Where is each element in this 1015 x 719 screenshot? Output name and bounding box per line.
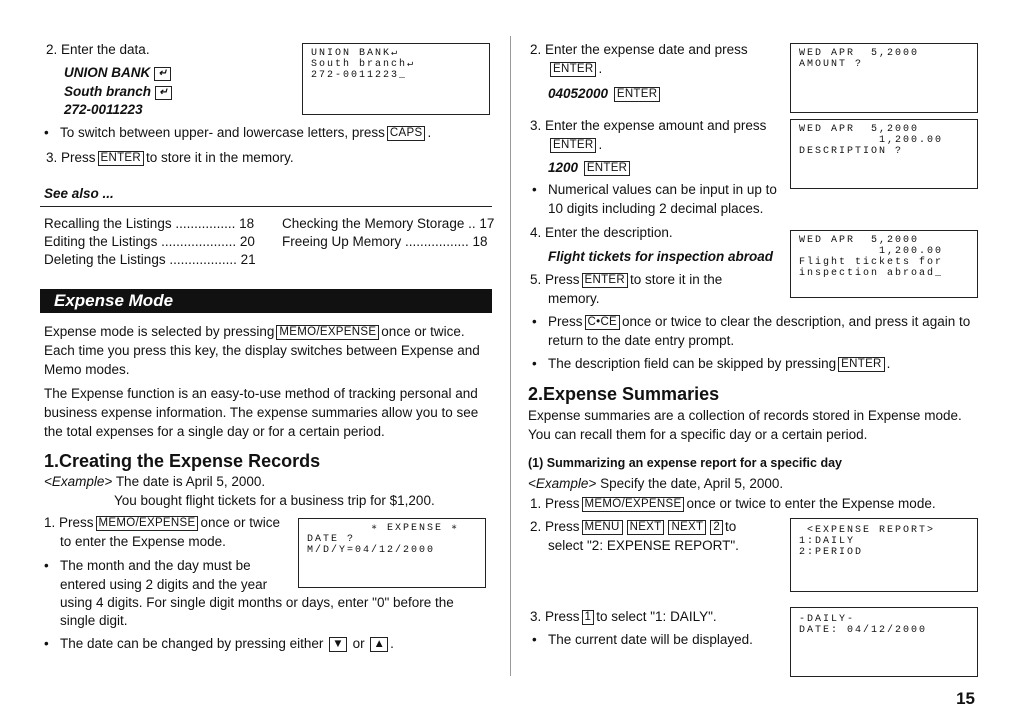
paragraph-line: Expense mode is selected by pressing MEMO/EXPENSE once or twice.	[44, 324, 465, 339]
enter-key: ENTER	[584, 161, 630, 176]
enter-icon: ↵	[155, 86, 172, 100]
down-arrow-key: ▼	[329, 637, 347, 652]
step-4: 4. Enter the description.	[530, 225, 673, 240]
bullet-line: • The description field can be skipped by pressing ENTER .	[548, 356, 890, 372]
example-line: South branch ↵	[64, 84, 172, 100]
bullet-line: • The month and the day must be	[60, 558, 251, 573]
clear-key: C•CE	[585, 315, 621, 330]
section-heading: 1.Creating the Expense Records	[44, 451, 321, 471]
bullet-line: • Press C•CE once or twice to clear the description, and press it again to	[548, 314, 970, 330]
bullet-cont: entered using 2 digits and the year	[60, 577, 268, 592]
bullet-cont: return to the date entry prompt.	[548, 333, 735, 348]
example-line: 272-0011223	[64, 102, 143, 117]
step-5-cont: memory.	[548, 291, 600, 306]
step-3: 3. Enter the expense amount and press	[530, 118, 767, 133]
paragraph-line: business expense information. The expense summaries allow you to see	[44, 405, 479, 420]
step-5: 5. Press ENTER to store it in the	[530, 272, 723, 287]
up-arrow-key: ▲	[370, 637, 388, 652]
see-link[interactable]: Deleting the Listings .................. 21	[44, 252, 256, 267]
next-key: NEXT	[627, 520, 665, 535]
lcd-display: ∗ EXPENSE ∗ DATE ? M/D/Y=04/12/2000	[298, 518, 486, 588]
example-line: Flight tickets for inspection abroad	[548, 249, 774, 264]
paragraph-line: Memo modes.	[44, 362, 130, 377]
see-link[interactable]: Editing the Listings .................... 20	[44, 234, 255, 249]
example-line: <Example> The date is April 5, 2000.	[44, 474, 266, 489]
paragraph-line: The Expense function is an easy-to-use method of tracking personal and	[44, 386, 478, 401]
lcd-display: WED APR 5,2000 AMOUNT ?	[790, 43, 978, 113]
bullet-cont: using 4 digits. For single digit months or days, enter "0" before the	[60, 595, 454, 610]
step-1-cont: to enter the Expense mode.	[60, 534, 226, 549]
caps-key: CAPS	[387, 126, 426, 141]
paragraph-line: Expense summaries are a collection of records stored in Expense mode.	[528, 408, 962, 423]
bullet-cont: single digit.	[60, 613, 128, 628]
page-number: 15	[956, 689, 975, 708]
memo-expense-key: MEMO/EXPENSE	[276, 325, 379, 340]
sub-heading: (1) Summarizing an expense report for a specific day	[528, 456, 842, 470]
memo-expense-key: MEMO/EXPENSE	[582, 497, 685, 512]
lcd-display: -DAILY- DATE: 04/12/2000	[790, 607, 978, 677]
section-banner: Expense Mode	[40, 289, 492, 313]
enter-icon: ↵	[154, 67, 171, 81]
enter-key: ENTER	[98, 151, 144, 166]
see-link[interactable]: Freeing Up Memory ................. 18	[282, 234, 488, 249]
lcd-display: UNION BANK↵ South branch↵ 272-0011223_	[302, 43, 490, 115]
see-link[interactable]: Recalling the Listings ................ 18	[44, 216, 255, 231]
see-also-rule	[40, 206, 492, 207]
step-1: 1. Press MEMO/EXPENSE once or twice to enter the Expense mode.	[530, 496, 936, 511]
see-also-heading: See also ...	[44, 186, 114, 201]
paragraph-line: the total expenses for a single day or for a certain period.	[44, 424, 385, 439]
section-heading: 2.Expense Summaries	[528, 384, 720, 404]
bullet-line: • Numerical values can be input in up to	[548, 182, 777, 197]
memo-expense-key: MEMO/EXPENSE	[96, 516, 199, 531]
step-2: 2. Enter the data.	[46, 42, 150, 57]
bullet-line: • The date can be changed by pressing either ▼ or ▲ .	[60, 636, 394, 652]
example-line: UNION BANK ↵	[64, 65, 171, 81]
lcd-display: <EXPENSE REPORT> 1:DAILY 2:PERIOD	[790, 518, 978, 592]
lcd-display: WED APR 5,2000 1,200.00 Flight tickets for inspection abroad_	[790, 230, 978, 298]
example-line: 04052000 ENTER	[548, 86, 662, 102]
step-3: 3. Press ENTER to store it in the memory.	[46, 150, 294, 165]
lcd-display: WED APR 5,2000 1,200.00 DESCRIPTION ?	[790, 119, 978, 189]
example-line: You bought flight tickets for a business trip for $1,200.	[114, 493, 435, 508]
step-2-cont: ENTER .	[548, 61, 602, 77]
example-line: 1200 ENTER	[548, 160, 632, 176]
see-link[interactable]: Checking the Memory Storage .. 17	[282, 216, 495, 231]
paragraph-line: You can recall them for a specific day or a certain period.	[528, 427, 868, 442]
column-divider	[510, 36, 511, 676]
enter-key: ENTER	[838, 357, 884, 372]
enter-key: ENTER	[582, 273, 628, 288]
two-key: 2	[710, 520, 723, 535]
step-3-cont: ENTER .	[548, 137, 602, 153]
menu-key: MENU	[582, 520, 623, 535]
step-2: 2. Enter the expense date and press	[530, 42, 748, 57]
one-key: 1	[582, 610, 595, 625]
enter-key: ENTER	[614, 87, 660, 102]
step-1: 1. Press MEMO/EXPENSE once or twice	[44, 515, 280, 530]
step-2-cont: select "2: EXPENSE REPORT".	[548, 538, 739, 553]
next-key: NEXT	[668, 520, 706, 535]
bullet-caps: • To switch between upper- and lowercase letters, press CAPS .	[60, 125, 431, 141]
bullet-cont: 10 digits including 2 decimal places.	[548, 201, 764, 216]
paragraph-line: Each time you press this key, the display switches between Expense and	[44, 343, 480, 358]
enter-key: ENTER	[550, 62, 596, 77]
step-2: 2. Press MENU NEXT NEXT 2 to	[530, 519, 737, 534]
bullet-line: • The current date will be displayed.	[548, 632, 753, 647]
enter-key: ENTER	[550, 138, 596, 153]
example-line: <Example> Specify the date, April 5, 2000.	[528, 476, 784, 491]
step-3: 3. Press 1 to select "1: DAILY".	[530, 609, 717, 624]
